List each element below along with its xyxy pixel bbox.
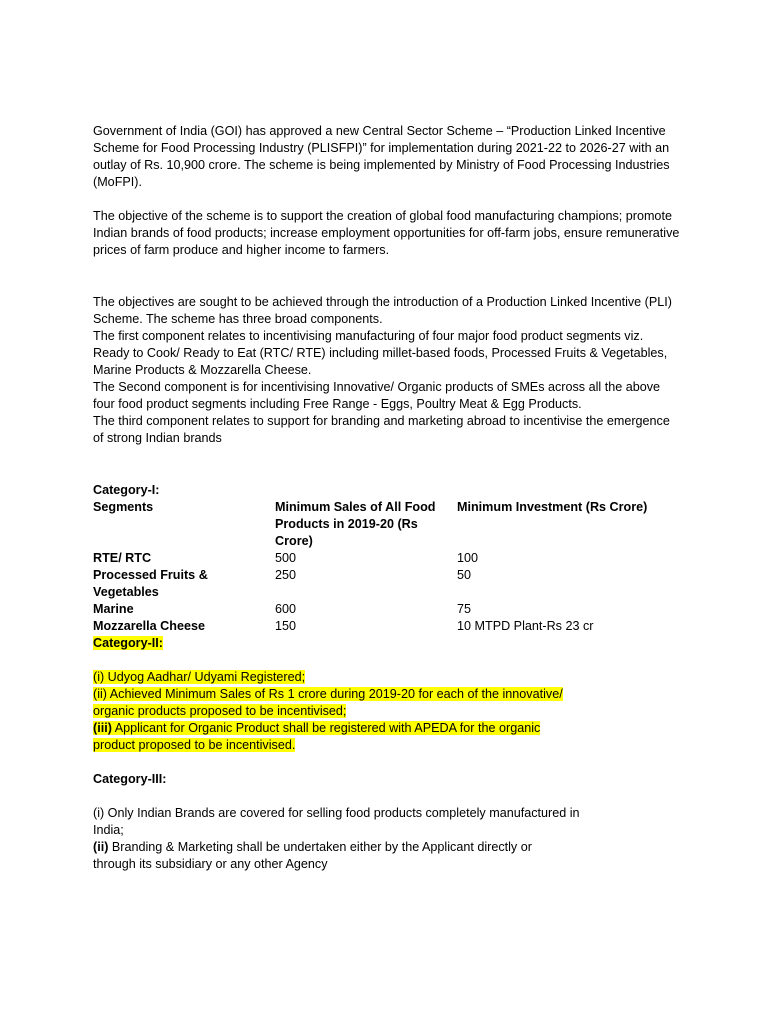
third-component-paragraph: The third component relates to support for branding and marketing abroad to incentivise the emergence of strong Indian brands [93, 414, 670, 445]
investment-cell: 75 [457, 602, 472, 616]
header-segments: Segments [93, 500, 154, 514]
category-1-header-row [93, 499, 683, 550]
category-1-title: Category-I: [93, 483, 160, 497]
segment-cell: RTE/ RTC [93, 551, 152, 565]
category-2-title: Category-II: [93, 636, 163, 650]
category-3-title: Category-III: [93, 772, 167, 786]
category-3-item-1-line-2: India; [93, 823, 124, 837]
objective-paragraph: The objective of the scheme is to support the creation of global food manufacturing champions; promote Indian brands of food products; increase employment opportunities for off-farm jobs, ensure remunerative prices of farm produce and higher income to farmers. [93, 209, 680, 257]
sales-cell: 150 [275, 619, 297, 633]
category-3-item-2-prefix: (ii) [93, 840, 109, 854]
category-3-item-2-line-1: Branding & Marketing shall be undertaken either by the Applicant directly or [108, 840, 532, 854]
investment-cell: 100 [457, 551, 479, 565]
investment-cell: 50 [457, 568, 472, 582]
table-row [93, 601, 683, 618]
table-row [93, 567, 683, 601]
category-3-item-2-line-2: through its subsidiary or any other Agency [93, 857, 328, 871]
category-2-item-3-line-2: product proposed to be incentivised. [93, 738, 296, 752]
segment-cell: Marine [93, 602, 134, 616]
category-2-item-3-prefix: (iii) [93, 721, 112, 735]
second-component-paragraph: The Second component is for incentivising Innovative/ Organic products of SMEs across all the above four food product segments including Free Range - Eggs, Poultry Meat & Egg Products. [93, 380, 661, 411]
sales-cell: 250 [275, 568, 297, 582]
category-2-item-3-line-1: Applicant for Organic Product shall be registered with APEDA for the organic [111, 721, 541, 735]
first-component-paragraph: The first component relates to incentivising manufacturing of four major food product segments viz. Ready to Cook/ Ready to Eat (RTC/ RTE) including millet-based foods, Processed Fruits & Vegetables, Marine Products & Mozzarella Cheese. [93, 329, 668, 377]
category-3-item-1-line-1: (i) Only Indian Brands are covered for selling food products completely manufactured in [93, 806, 580, 820]
category-2-item-2-line-1: (ii) Achieved Minimum Sales of Rs 1 crore during 2019-20 for each of the innovative/ [93, 687, 563, 701]
table-row [93, 618, 683, 635]
category-2-item-2-line-2: organic products proposed to be incentivised; [93, 704, 347, 718]
segment-cell: Mozzarella Cheese [93, 619, 205, 633]
sales-cell: 600 [275, 602, 297, 616]
document-page [93, 123, 683, 873]
pli-intro-paragraph: The objectives are sought to be achieved through the introduction of a Production Linked Incentive (PLI) Scheme. The scheme has three broad components. [93, 295, 672, 326]
header-min-sales: Minimum Sales of All Food Products in 2019-20 (Rs Crore) [275, 500, 436, 548]
investment-cell: 10 MTPD Plant-Rs 23 cr [457, 619, 594, 633]
sales-cell: 500 [275, 551, 297, 565]
table-row [93, 550, 683, 567]
segment-cell: Processed Fruits & Vegetables [93, 568, 208, 599]
header-min-investment: Minimum Investment (Rs Crore) [457, 500, 648, 514]
intro-paragraph: Government of India (GOI) has approved a new Central Sector Scheme – “Production Linked Incentive Scheme for Food Processing Industry (PLISFPI)” for implementation during 2021-22 to 2026-27 with an outlay of Rs. 10,900 crore. The scheme is being implemented by Ministry of Food Processing Industries (MoFPI). [93, 124, 670, 189]
category-2-item-1: (i) Udyog Aadhar/ Udyami Registered; [93, 670, 306, 684]
